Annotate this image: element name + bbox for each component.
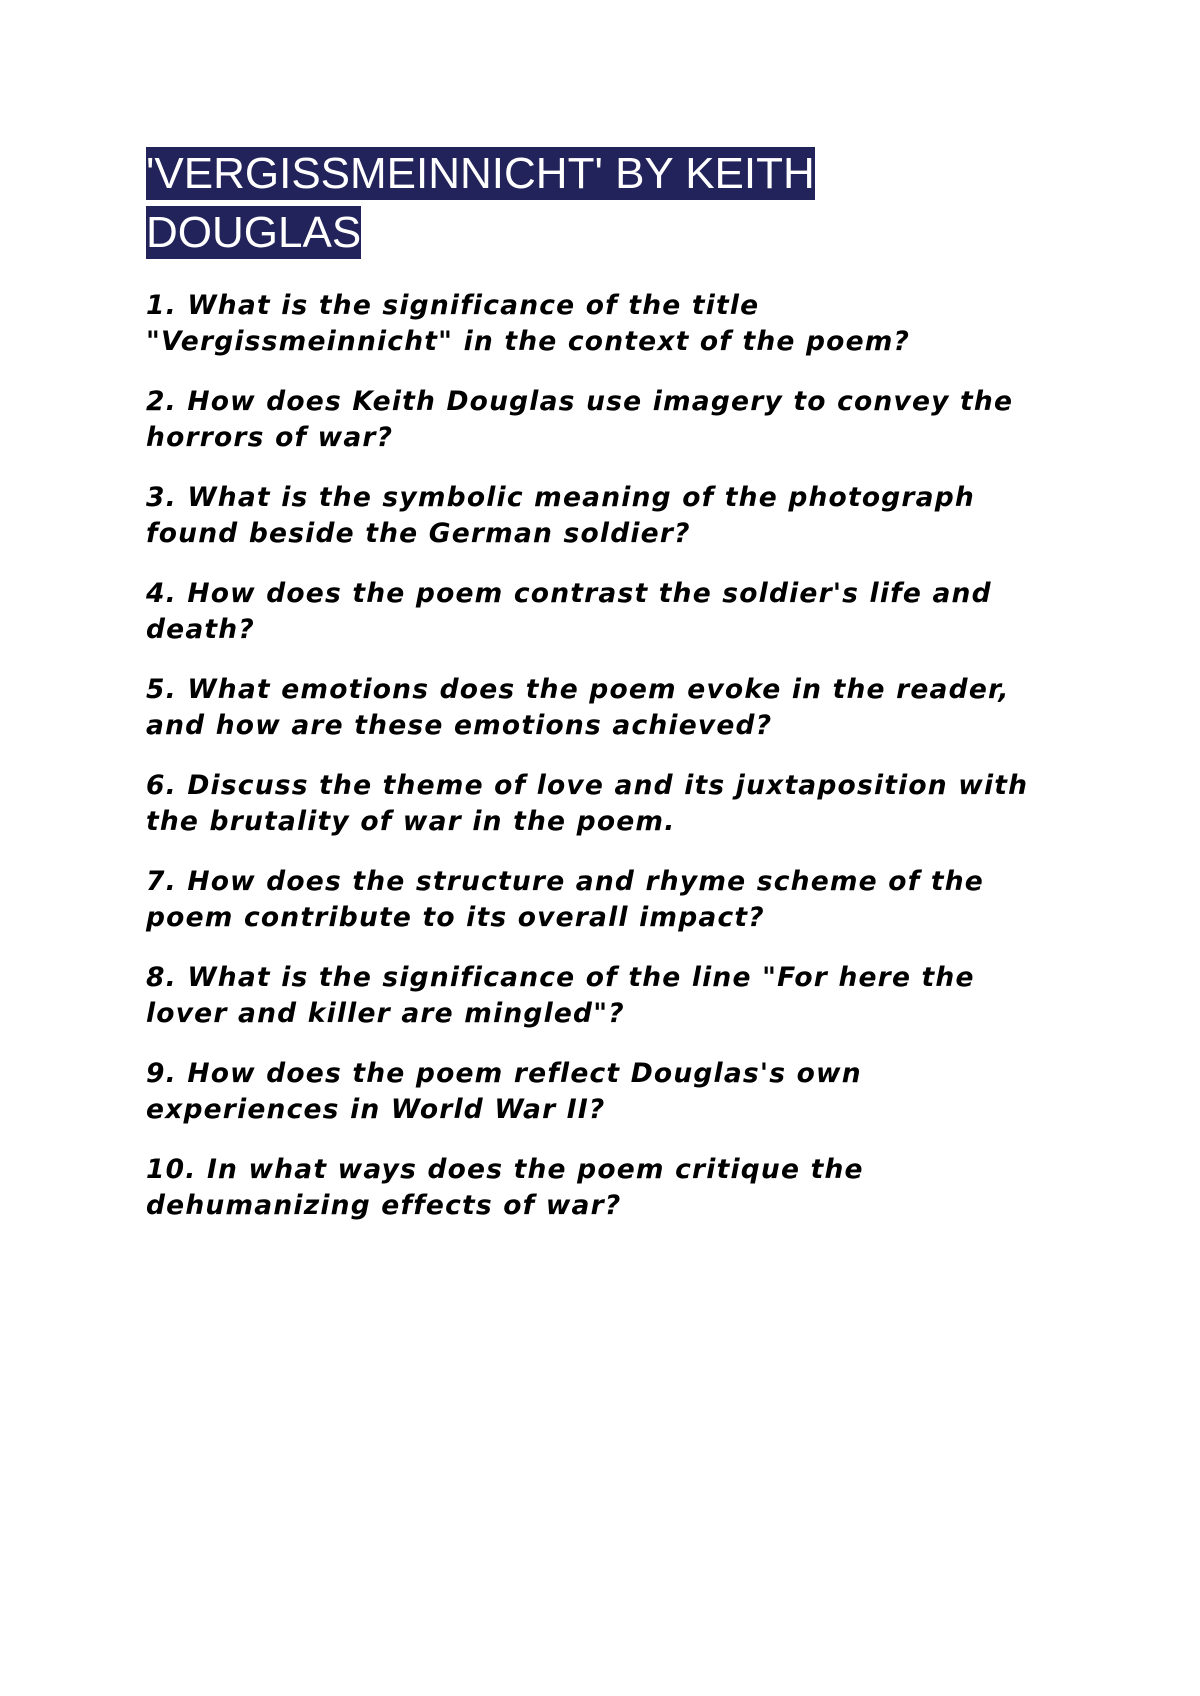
document-title-text: 'VERGISSMEINNICHT' BY KEITH DOUGLAS [146, 149, 815, 257]
question-item: 3. What is the symbolic meaning of the photograph found beside the German soldier? [146, 482, 975, 549]
document-title [146, 144, 906, 262]
question-item: 4. How does the poem contrast the soldier's life and death? [146, 578, 992, 645]
question-item: 8. What is the significance of the line "For here the lover and killer are mingled"? [146, 962, 975, 1029]
question-item: 5. What emotions does the poem evoke in the reader, and how are these emotions achieved? [146, 674, 1010, 741]
question-item: 2. How does Keith Douglas use imagery to convey the horrors of war? [146, 386, 1014, 453]
question-list [146, 288, 1046, 1248]
question-item: 6. Discuss the theme of love and its juxtaposition with the brutality of war in the poem. [146, 770, 1029, 837]
question-item: 1. What is the significance of the title "Vergissmeinnicht" in the context of the poem? [146, 290, 911, 357]
question-item: 10. In what ways does the poem critique the dehumanizing effects of war? [146, 1154, 864, 1221]
question-item: 9. How does the poem reflect Douglas's own experiences in World War II? [146, 1058, 862, 1125]
question-item: 7. How does the structure and rhyme scheme of the poem contribute to its overall impact? [146, 866, 984, 933]
